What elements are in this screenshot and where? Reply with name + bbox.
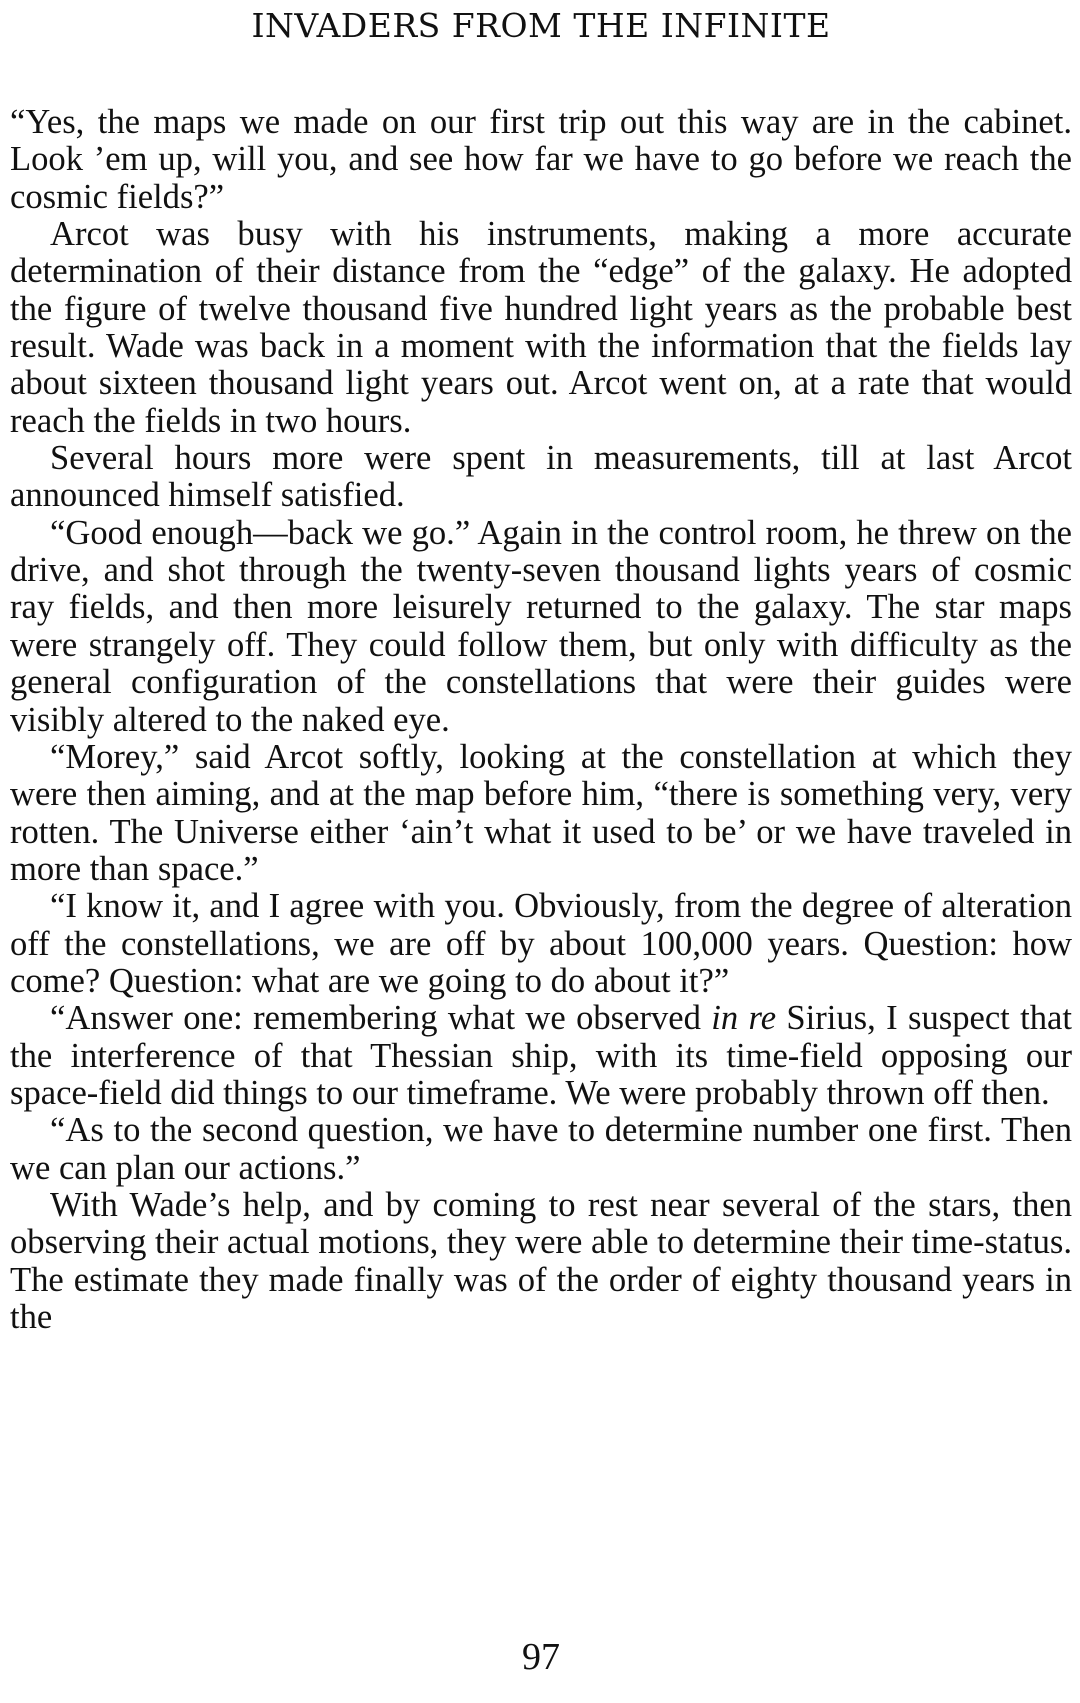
paragraph-9: With Wade’s help, and by coming to rest near several of the stars, then observing their actual motions, they were able to determine their time-status. The estimate they made finally was of the order of eighty thousand years in the	[10, 1185, 1072, 1336]
paragraph-4: “Good enough—back we go.” Again in the control room, he threw on the drive, and shot through the twenty-seven thousand lights years of cosmic ray fields, and then more leisurely returned to the galaxy. The star maps were strangely off. They could follow them, but only with difficulty as the general configuration of the constellations that were their guides were visibly altered to the naked eye.	[10, 513, 1072, 739]
paragraph-3: Several hours more were spent in measurements, till at last Arcot announced himself satisfied.	[10, 439, 1072, 515]
paragraph-7-text-b: Sirius, I suspect that the interference of that Thessian ship, with its time-field opposing our space-field did things to our timeframe. We were probably thrown off then.	[10, 999, 1073, 1112]
paragraph-7	[10, 1000, 1072, 1112]
book-page	[10, 0, 1072, 1703]
paragraph-7-text-a: “Answer one: remembering what we observed	[50, 999, 712, 1038]
body-text	[10, 104, 1072, 1336]
running-head: INVADERS FROM THE INFINITE	[251, 6, 831, 45]
paragraph-5: “Morey,” said Arcot softly, looking at the constellation at which they were then aiming, and at the map before him, “there is something very, very rotten. The Universe either ‘ain’t what it used to be’ or we have traveled in more than space.”	[10, 737, 1072, 888]
paragraph-6: “I know it, and I agree with you. Obviously, from the degree of alteration off the constellations, we are off by about 100,000 years. Question: how come? Question: what are we going to do about it?”	[10, 887, 1072, 1000]
paragraph-1: “Yes, the maps we made on our first trip out this way are in the cabinet. Look ’em up, will you, and see how far we have to go before we reach the cosmic fields?”	[10, 103, 1072, 216]
paragraph-7-italic: in re	[711, 999, 777, 1038]
page-number: 97	[522, 1636, 560, 1678]
paragraph-2: Arcot was busy with his instruments, making a more accurate determination of their distance from the “edge” of the galaxy. He adopted the figure of twelve thousand five hundred light years as the probable best result. Wade was back in a moment with the information that the fields lay about sixteen thousand light years out. Arcot went on, at a rate that would reach the fields in two hours.	[10, 215, 1072, 440]
paragraph-8: “As to the second question, we have to determine number one first. Then we can plan our actions.”	[10, 1111, 1072, 1187]
